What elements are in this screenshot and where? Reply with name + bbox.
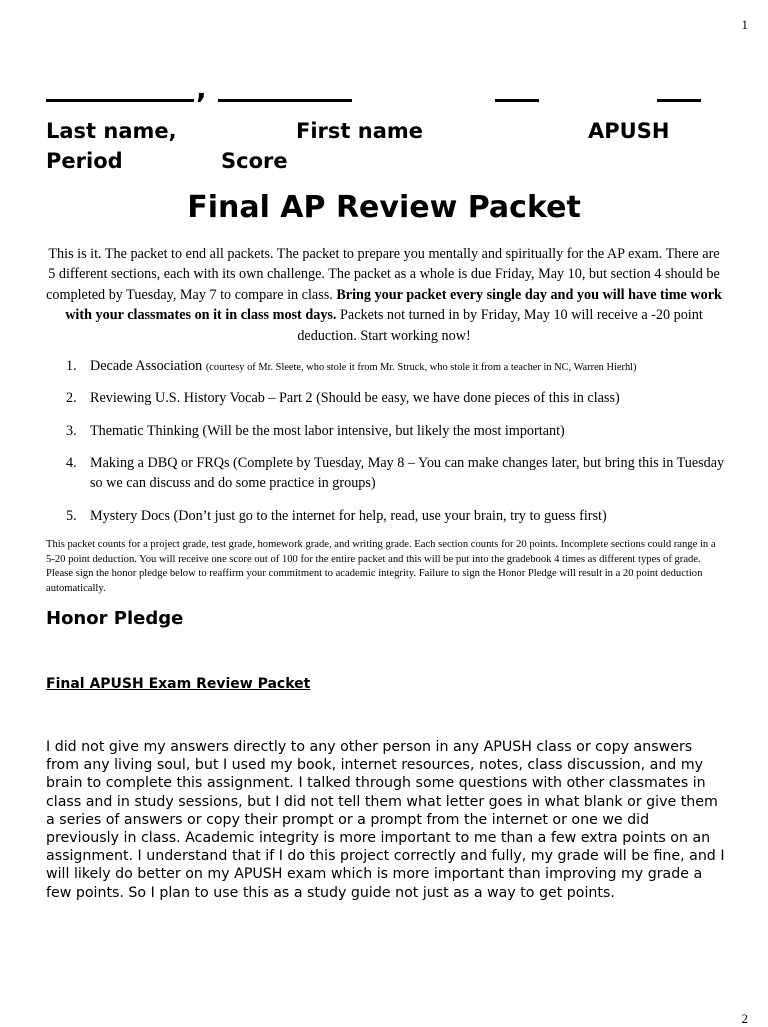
comma: , <box>196 72 207 105</box>
grading-note: This packet counts for a project grade, test grade, homework grade, and writing grade. Each section counts for 20 points. Incomplete sections could range in a 5-20 point deduction. You will receive one score out of 100 for the entire packet and this will be put into the gradebook 4 times as different types of grade. Please sign the honor pledge below to reaffirm your commitment to academic integrity. Failure to sign the Honor Pledge will result in a 20 point deduction automatically. <box>46 539 716 594</box>
intro-text: This is it. The packet to end all packets. The packet to prepare you mentally and spiritually for the AP exam. There are 5 different sections, each with its own challenge. The packet as a whole is due Friday, May 10, but section 4 should be completed by Tuesday, May 7 to compare in class. <box>46 246 720 303</box>
section-title: Decade Association <box>90 358 206 374</box>
last-name-label: Last name, <box>46 119 177 143</box>
pledge-paragraph: I did not give my answers directly to any other person in any APUSH class or copy answers from any living soul, but I used my book, internet resources, notes, class discussion, and my brain to complete this assignment. I talked through some questions with other classmates in class and in study sessions, but I did not tell them what letter goes in what blank or give them a series of answers or copy their prompt or a prompt from the internet or one we did previously in class. Academic integrity is more important to me than a few extra points on an assignment. I understand that if I do this project correctly and fully, my grade will be fine, and I will likely do better on my APUSH exam which is more important than improving my grade a few points. So I plan to use this as a study guide not just as a way to get points. <box>46 739 725 901</box>
intro-paragraph <box>46 244 722 346</box>
section-title: Thematic Thinking (Will be the most labor intensive, but likely the most important) <box>90 423 565 439</box>
score-blank <box>657 99 701 102</box>
list-text <box>90 356 726 378</box>
list-item <box>66 506 726 526</box>
course-label: APUSH <box>588 119 670 143</box>
pledge-subheading: Final APUSH Exam Review Packet <box>46 676 311 692</box>
score-label: Score <box>221 149 288 173</box>
list-number: 4. <box>66 455 77 471</box>
section-title: Making a DBQ or FRQs (Complete by Tuesday, May 8 – You can make changes later, but bring this in Tuesday so we can discuss and do some practice in groups) <box>90 455 725 492</box>
list-number: 5. <box>66 508 77 524</box>
section-title: Mystery Docs (Don’t just go to the internet for help, read, use your brain, try to guess first) <box>90 508 607 524</box>
intro-text-end: Packets not turned in by Friday, May 10 will receive a -20 point deduction. Start working now! <box>297 307 703 344</box>
first-name-label: First name <box>296 119 423 143</box>
intro-bold-text: Bring your packet every single day and you will have time work with your classmates on it in class most days. <box>65 286 722 324</box>
list-number: 3. <box>66 423 77 439</box>
list-item <box>66 388 726 408</box>
page-title: Final AP Review Packet <box>187 190 581 225</box>
list-number: 2. <box>66 390 77 406</box>
first-name-blank <box>218 99 352 102</box>
section-note: (courtesy of Mr. Sleete, who stole it from Mr. Struck, who stole it from a teacher in NC, Warren Hierhl) <box>205 362 637 373</box>
last-name-blank <box>46 99 194 102</box>
list-number: 1. <box>66 358 77 374</box>
period-label: Period <box>46 149 123 173</box>
page-number: 2 <box>741 1011 748 1026</box>
list-item <box>66 453 726 494</box>
section-title: Reviewing U.S. History Vocab – Part 2 (Should be easy, we have done pieces of this in class) <box>90 390 620 406</box>
honor-pledge-heading: Honor Pledge <box>46 608 184 629</box>
page-number: 1 <box>741 17 748 32</box>
list-item <box>66 421 726 441</box>
period-blank <box>495 99 539 102</box>
list-item <box>66 356 726 378</box>
